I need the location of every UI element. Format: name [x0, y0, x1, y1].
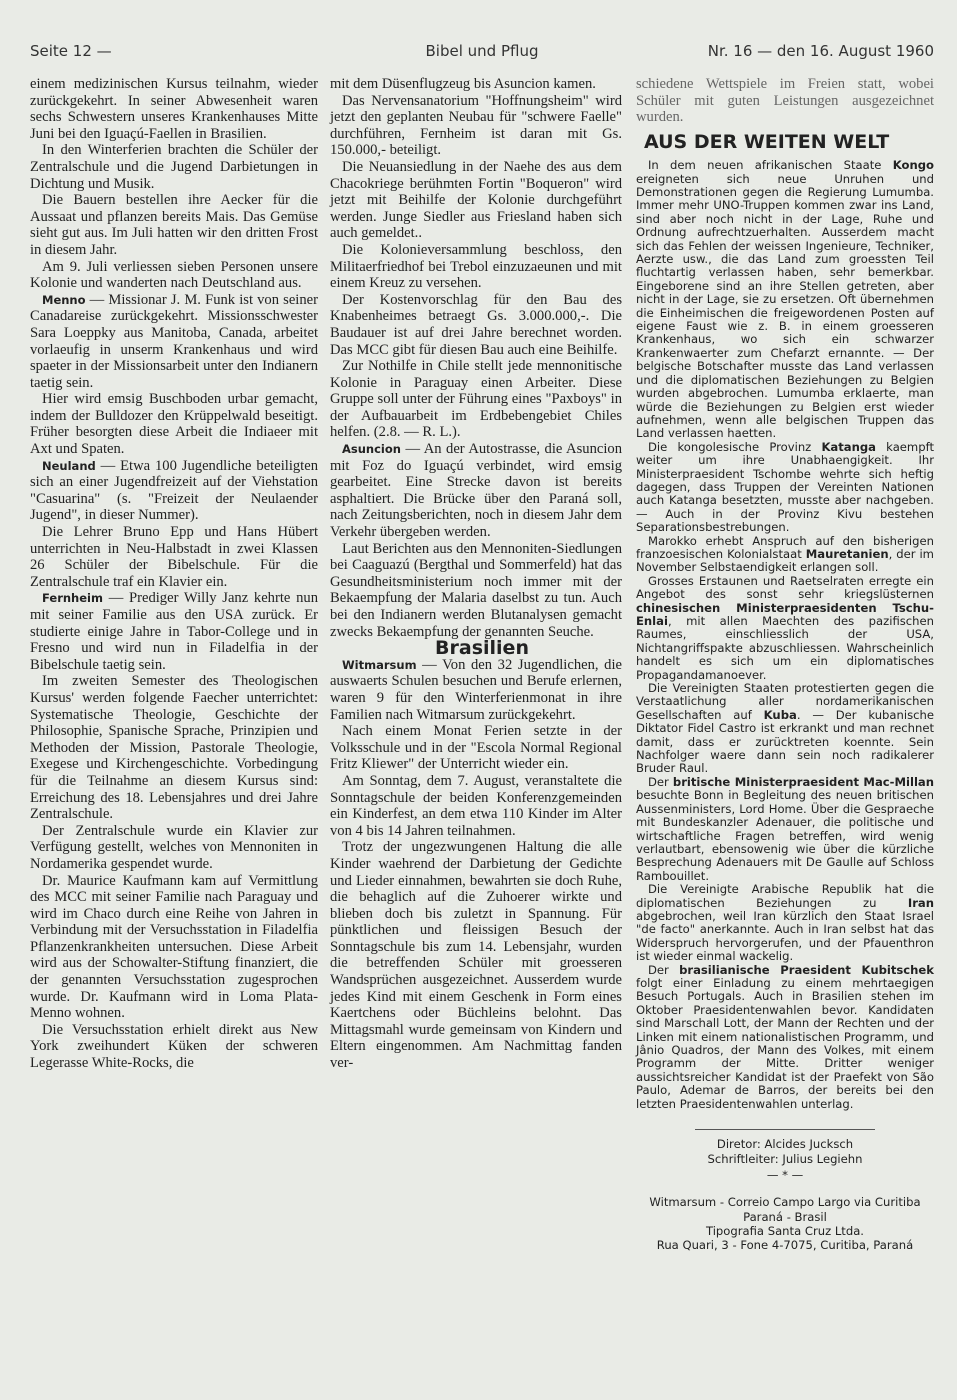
paragraph: Trotz der ungezwungenen Haltung die alle Kinder waehrend der Darbietung der Gedichte und Lieder einnahmen, bewahrten sie doch Ruhe, die behaglich auf die Zuhoerer wirkte und blieben doch bis zuletzt in Spannung. Für pünktlichen und fleissigen Besuch der Sonntagschule bis zum 14. Lebensjahr, wurden die betreffenden Schüler mit groesseren Wandsprüchen ausgezeichnet. Ausserdem wurde jedes Kind mit einem Geschenk in Form eines Kaertchens oder Büchleins belohnt. Das Mittagsmahl wurde gemeinsam von Kindern und Eltern eingenommen. Am Nachmittag fanden ver- [330, 839, 622, 1072]
paragraph: Die Bauern bestellen ihre Aecker für die Aussaat und pflanzen bereits Mais. Das Gemüse sieht gut aus. Im Juli hatten wir den dritten Frost in diesem Jahr. [30, 192, 318, 258]
issue-date: Nr. 16 — den 16. August 1960 [707, 42, 934, 60]
paragraph-text: — Von den 32 Jugendlichen, die auswaerts Schulen besuchen und Berufe erlernen, waren 9 für den Winterferienmonat in ihre Familien nach Witmarsum zurückgekehrt. [330, 656, 622, 723]
keyword: chinesischen Ministerpraesidenten Tschu-Enlai [636, 600, 934, 628]
address-line: Witmarsum - Correio Campo Largo via Curitiba [649, 1195, 921, 1210]
keyword: Katanga [821, 439, 876, 454]
column-3 [636, 76, 934, 1254]
paragraph: Laut Berichten aus den Mennoniten-Siedlungen bei Caaguazú (Bergthal und Sommerfeld) hat das Gesundheitsministerium noch immer mit der Bekaempfung der Malaria daselbst zu tun. Auch bei den Indianern werden Blutanalysen gemacht zwecks Bekaempfung der genannten Seuche. [330, 540, 622, 640]
paragraph: Hier wird emsig Buschboden urbar gemacht, indem der Bulldozer den Krüppelwald beseitigt. Früher besorgten diese Arbeit die Indiaeer mit Axt und Spaten. [30, 391, 318, 458]
paragraph-text: Zur Nothilfe in Chile stellt jede mennonitische Kolonie in Paraguay einen Arbeiter. Diese Gruppe soll unter der Führung eines "Paxboys" in der Aufbauarbeit im Erdbebengebiet Chiles helfen. [330, 358, 622, 441]
masthead-credits [636, 1138, 934, 1182]
column-1 [30, 76, 318, 1072]
keyword: Iran [907, 895, 934, 910]
newspaper-title: Bibel und Pflug [425, 42, 539, 60]
place-label-menno: Menno [42, 292, 86, 307]
paragraph: einem medizinischen Kursus teilnahm, wieder zurückgekehrt. In seiner Abwesenheit waren sechs Schwestern unseres Krankenhauses Mitte Juni bei den Iguaçú-Faellen in Brasilien. [30, 76, 318, 142]
place-label-neuland: Neuland [42, 458, 96, 473]
paragraph-text: — Missionar J. M. Funk ist von seiner Canadareise zurückgekehrt. Missionsschwester Sara Loeppky aus Manitoba, Canada, arbeitet vorlaeufig in unserm Krankenhaus und wird spaeter in der Missionsarbeit unter den Indianern taetig sein. [30, 291, 318, 391]
address-line: Tipografia Santa Cruz Ltda. [705, 1224, 864, 1239]
paragraph: Nach einem Monat Ferien setzte in der Volksschule und in der "Escola Normal Regional Fritz Kliewer" der Unterricht wieder ein. [330, 723, 622, 773]
paragraph: Der Zentralschule wurde ein Klavier zur Verfügung gestellt, welches von Mennoniten in Nordamerika gespendet wurde. [30, 822, 318, 872]
news-item-brasilien: Der brasilianische Praesident Kubitschek folgt einer Einladung zu einem mehrtaegigen Besuch Portugals. Auch in Brasilien stehen im Oktober Praesidentenwahlen bevor. Kandidaten sind Marschall Lott, der Mann der Rechten und der Linken mit einem nationalistischen Programm, und Jânio Quadros, der Mann des Volkes, mit einem Programm der Mitte. Dritter weniger aussichtsreicher Kandidat ist der Praefekt von São Paulo, Ademar de Barros, der bereits bei den letzten Praesidentenwahlen unterlag. [636, 962, 934, 1111]
place-label-witmarsum: Witmarsum [342, 657, 417, 672]
paragraph-text: — An der Autostrasse, die Asuncion mit Foz do Iguaçú verbindet, wird emsig gearbeitet. Eine Strecke davon ist bereits asphaltiert. Die Brücke über den Paraná soll, nach Zeitungsberichten, noch in diesem Jahr dem Verkehr übergeben werden. [330, 441, 622, 541]
column-2 [330, 76, 622, 1072]
keyword: brasilianische Praesident Kubitschek [679, 962, 934, 977]
editor-line: Schriftleiter: Julius Legiehn [707, 1152, 863, 1167]
news-item-mauretanien: Marokko erhebt Anspruch auf den bisherigen franzoesischen Kolonialstaat Mauretanien, der im November Selbstaendigkeit erlangen soll. [636, 533, 934, 575]
director-line: Diretor: Alcides Jucksch [716, 1137, 854, 1152]
paragraph: Die Lehrer Bruno Epp und Hans Hübert unterrichten in Neu-Halbstadt in zwei Klassen 26 Schüler der Bibelschule. Für die Zentralschule traf ein Klavier ein. [30, 524, 318, 590]
paragraph-menno [30, 292, 318, 392]
keyword: Mauretanien [805, 546, 889, 561]
paragraph: Die Versuchsstation erhielt direkt aus New York zweihundert Küken der schweren Legerasse White-Rocks, die [30, 1021, 318, 1072]
news-item-kongo: In dem neuen afrikanischen Staate Kongo ereigneten sich neue Unruhen und Demonstrationen gegen die Regierung Lumumba. Immer mehr UNO-Truppen kommen zwar ins Land, sind aber noch nicht in der Lage, Ruhe und Ordnung aufrechtzuerhalten. Ausserdem macht sich das Fehlen der weissen Ingenieure, Techniker, Aerzte usw., die das Land zum groessten Teil fluchtartig verlassen haben, sehr bemerkbar. Eingeborene sind an ihre Stellen getreten, aber nicht in der Lage, sie zu ersetzen. Oft übernehmen die Einheimischen die freigewordenen Posten auf eigene Faust wie z. B. in einem groesseren Krankenhaus, wo sich ein schwarzer Krankenwaerter zum Chefarzt ernannte. — Der belgische Botschafter musste das Land verlassen und die diplomatischen Beziehungen zu Belgien wurden abgebrochen. Lumumba erklaerte, man würde die Beziehungen zu Belgien erst wieder aufnehmen, wenn alle belgischen Truppen das Land verlassen haetten. [636, 158, 934, 441]
paragraph: Am Sonntag, dem 7. August, veranstaltete die Sonntagschule der beiden Konferenzgemeinden ein Kinderfest, an dem etwa 110 Kinder im Alter von 4 bis 14 Jahren teilnahmen. [330, 772, 622, 839]
paragraph: Im zweiten Semester des Theologischen Kursus' werden folgende Faecher unterrichtet: Systematische Theologie, Geschichte der Philosophie, Spanische Sprache, Prinzipien und Methoden der Mission, Pastorale Theologie, Exegese und Kirchengeschichte. Vorbedingung für die Teilnahme an diesem Kursus sind: Erreichung des 18. Lebensjahres und drei Jahre Zentralschule. [30, 673, 318, 823]
paragraph-text: — Etwa 100 Jugendliche beteiligten sich an einer Jugendfreizeit auf der Viehstation "Casuarina" (s. "Freizeit der Neulaender Jugend", in dieser Nummer). [30, 457, 318, 524]
paragraph: Das Nervensanatorium "Hoffnungsheim" wird jetzt den geplanten Neubau für "schwere Faelle" durchführen, Fernheim ist daran mit Gs. 150.000,- beteiligt. [330, 92, 622, 159]
news-item-china: Grosses Erstaunen und Raetselraten erregte ein Angebot des sonst sehr kriegslüsternen chinesischen Ministerpraesidenten Tschu-Enlai, mit allen Maechten des pazifischen Raumes, einschliesslich der USA, Nichtangriffspakte abzuschliessen. Wahrscheinlich handelt es sich um ein diplomatisches Propagandamanoever. [636, 573, 934, 682]
paragraph: mit dem Düsenflugzeug bis Asuncion kamen. [330, 76, 596, 92]
address-line: Paraná - Brasil [743, 1209, 827, 1224]
paragraph: Die Kolonieversammlung beschloss, den Militaerfriedhof bei Trebol einzuzaeunen und mit einem Kreuz zu versehen. [330, 241, 622, 292]
signature: (2.8. — R. L.). [373, 424, 461, 441]
paragraph-neuland [30, 458, 318, 524]
paragraph: Der Kostenvorschlag für den Bau des Knabenheimes betraegt Gs. 3.000.000,-. Die Baudauer ist auf drei Jahre berechnet worden. Das MCC gibt für diesen Bau auch eine Beihilfe. [330, 291, 622, 358]
paragraph-continued: schiedene Wettspiele im Freien statt, wobei Schüler mit guten Leistungen ausgezeichnet wurden. [636, 76, 934, 126]
page-number: Seite 12 — [30, 42, 112, 60]
paragraph: Am 9. Juli verliessen sieben Personen unsere Kolonie und wanderten nach Deutschland aus. [30, 258, 318, 292]
section-title-world-news: AUS DER WEITEN WELT [644, 130, 890, 153]
star-divider: — * — [766, 1167, 804, 1182]
paragraph: Dr. Maurice Kaufmann kam auf Vermittlung des MCC mit seiner Familie nach Paraguay und wird im Chaco durch eine Reihe von Jahren in Verbindung mit der Versuchsstation in Filadelfia Pflanzenkrankheiten untersuchen. Diese Arbeit wird aus der Schowalter-Stiftung finanziert, die der genannten Versuchsstation zugesprochen wurde. Dr. Kaufmann wird in Loma Plata-Menno wohnen. [30, 872, 318, 1022]
paragraph-text: — Prediger Willy Janz kehrte nun mit seiner Familie aus den USA zurück. Er studierte einige Jahre in Tabor-College und in Fresno und wird nun in Filadelfia in der Bibelschule taetig sein. [30, 590, 318, 673]
paragraph: In den Winterferien brachten die Schüler der Zentralschule und die Jugend Darbietungen in Dichtung und Musik. [30, 142, 318, 192]
news-item-katanga: Die kongolesische Provinz Katanga kaempft weiter um ihre Unabhaengigkeit. Ihr Ministerpraesident Tschombe wehrte sich heftig dagegen, dass Truppen der Vereinten Nationen auch Katanga besetzten, musste aber nachgeben. — Auch in der Provinz Kivu bestehen Separationsbestrebungen. [636, 439, 935, 535]
keyword: Kuba [763, 707, 797, 722]
publisher-address [636, 1196, 934, 1253]
news-item-macmillan: Der britische Ministerpraesident Mac-Millan besuchte Bonn in Begleitung des neuen britischen Aussenministers, Lord Home. Über die Gespraeche mit Bundeskanzler Adenauer, die politische und wirtschaftliche Fragen betreffen, wird wenig verlautbart, ebensowenig wie über die kürzliche Besprechung Adenauers mit De Gaulle auf Schloss Rambouillet. [636, 774, 934, 883]
paragraph-fernheim [30, 590, 318, 673]
keyword: Kongo [892, 158, 934, 173]
divider [695, 1129, 875, 1130]
paragraph-asuncion [330, 441, 622, 541]
section-heading-brasilien: Brasilien [435, 637, 529, 660]
keyword: britische Ministerpraesident Mac-Millan [672, 774, 934, 789]
paragraph: Die Neuansiedlung in der Naehe des aus dem Chacokriege berühmten Fortin "Boqueron" wird jetzt mit Beihilfe der Kolonie durchgeführt werden. Junge Siedler aus Friesland haben sich auch gemeldet.. [330, 158, 622, 242]
place-label-asuncion: Asuncion [342, 442, 401, 457]
news-item-iran: Die Vereinigte Arabische Republik hat die diplomatischen Beziehungen zu Iran abgebrochen, weil Iran kürzlich den Staat Israel "de facto" anerkannte. Auch in Iran selbst hat das Widerspruch hervorgerufen, und der Pfauenthron ist wieder einmal wackelig. [636, 882, 934, 964]
page-header [30, 42, 934, 66]
place-label-fernheim: Fernheim [42, 591, 103, 606]
paragraph [330, 358, 622, 441]
paragraph-witmarsum [330, 657, 622, 723]
news-item-kuba: Die Vereinigten Staaten protestierten gegen die Verstaatlichung aller nordamerikanischen Gesellschaften auf Kuba. — Der kubanische Diktator Fidel Castro ist erkrankt und man rechnet damit, dass er zurücktreten koennte. Sein Nachfolger waere dann sein noch radikalerer Bruder Raul. [636, 681, 934, 776]
address-line: Rua Quari, 3 - Fone 4-7075, Curitiba, Paraná [656, 1238, 914, 1253]
